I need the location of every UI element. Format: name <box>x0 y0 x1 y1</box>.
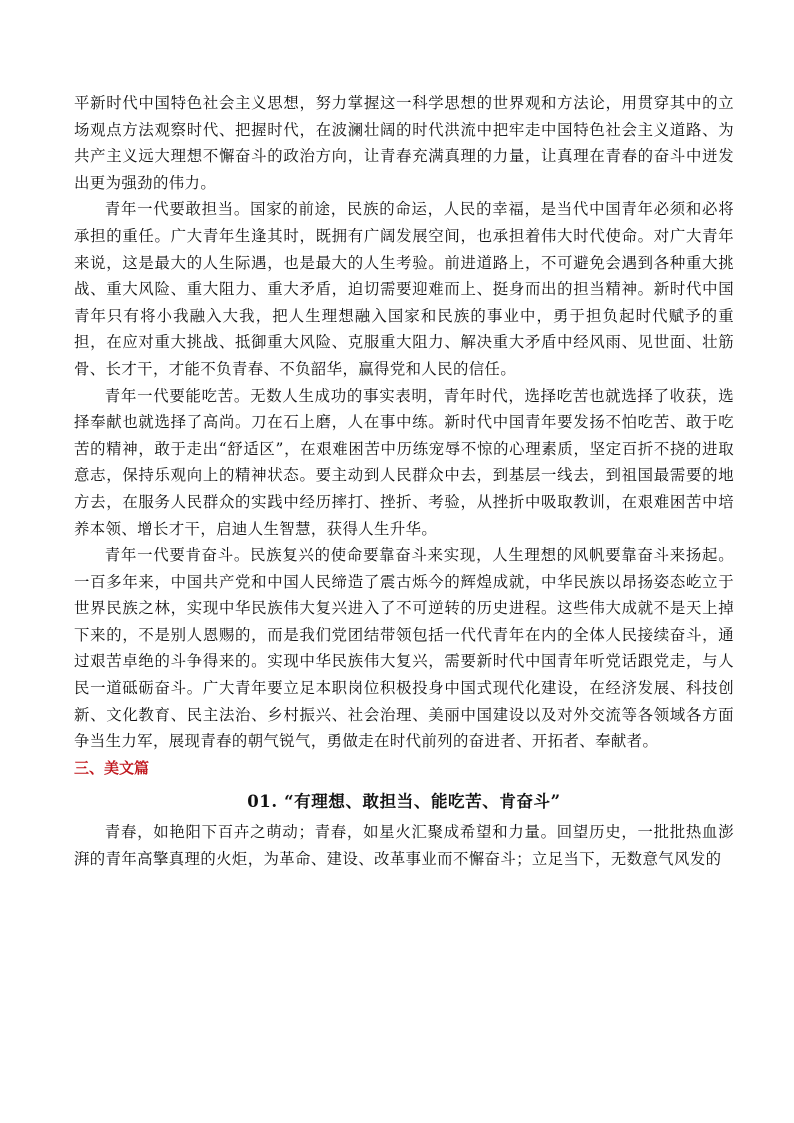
paragraph-ideology-continued: 平新时代中国特色社会主义思想，努力掌握这一科学思想的世界观和方法论，用贯穿其中的立场观点方法观察时代、把握时代，在波澜壮阔的时代洪流中把牢走中国特色社会主义道路、为共产主义远大理想不懈奋斗的政治方向，让青春充满真理的力量，让真理在青春的奋斗中迸发出更为强劲的伟力。 <box>74 94 734 192</box>
paragraph-able-to-endure-hardship: 青年一代要能吃苦。无数人生成功的事实表明，青年时代，选择吃苦也就选择了收获，选择奉献也就选择了高尚。刀在石上磨，人在事中练。新时代中国青年要发扬不怕吃苦、敢于吃苦的精神，敢于走出“舒适区”，在艰难困苦中历练宠辱不惊的心理素质，坚定百折不挠的进取意志，保持乐观向上的精神状态。要主动到人民群众中去，到基层一线去，到祖国最需要的地方去，在服务人民群众的实践中经历摔打、挫折、考验，从挫折中吸取教训，在艰难困苦中培养本领、增长才干，启迪人生智慧，获得人生升华。 <box>74 386 734 538</box>
article-body: 青春，如艳阳下百卉之萌动；青春，如星火汇聚成希望和力量。回望历史，一批批热血澎湃的青年高擎真理的火炬，为革命、建设、改革事业而不懈奋斗；立足当下，无数意气风发的 <box>74 823 734 869</box>
article-title: 01. “有理想、敢担当、能吃苦、肯奋斗” <box>247 792 561 812</box>
paragraph-dare-to-take-responsibility: 青年一代要敢担当。国家的前途，民族的命运，人民的幸福，是当代中国青年必须和必将承担的重任。广大青年生逢其时，既拥有广阔发展空间，也承担着伟大时代使命。对广大青年来说，这是最大的人生际遇，也是最大的人生考验。前进道路上，不可避免会遇到各种重大挑战、重大风险、重大阻力、重大矛盾，迫切需要迎难而上、挺身而出的担当精神。新时代中国青年只有将小我融入大我，把人生理想融入国家和民族的事业中，勇于担负起时代赋予的重担，在应对重大挑战、抵御重大风险、克服重大阻力、解决重大矛盾中经风雨、见世面、壮筋骨、长才干，才能不负青春、不负韶华，赢得党和人民的信任。 <box>74 200 734 378</box>
section-heading-essays: 三、美文篇 <box>74 758 150 777</box>
document-page <box>74 90 734 873</box>
paragraph-willing-to-strive: 青年一代要肯奋斗。民族复兴的使命要靠奋斗来实现，人生理想的风帆要靠奋斗来扬起。一百多年来，中国共产党和中国人民缔造了震古烁今的辉煌成就，中华民族以昂扬姿态屹立于世界民族之林，实现中华民族伟大复兴进入了不可逆转的历史进程。这些伟大成就不是天上掉下来的，不是别人恩赐的，而是我们党团结带领包括一代代青年在内的全体人民接续奋斗，通过艰苦卓绝的斗争得来的。实现中华民族伟大复兴，需要新时代中国青年听党话跟党走，与人民一道砥砺奋斗。广大青年要立足本职岗位积极投身中国式现代化建设，在经济发展、科技创新、文化教育、民主法治、乡村振兴、社会治理、美丽中国建设以及对外交流等各领域各方面争当生力军，展现青春的朝气锐气，勇做走在时代前列的奋进者、开拓者、奉献者。 <box>74 546 734 751</box>
